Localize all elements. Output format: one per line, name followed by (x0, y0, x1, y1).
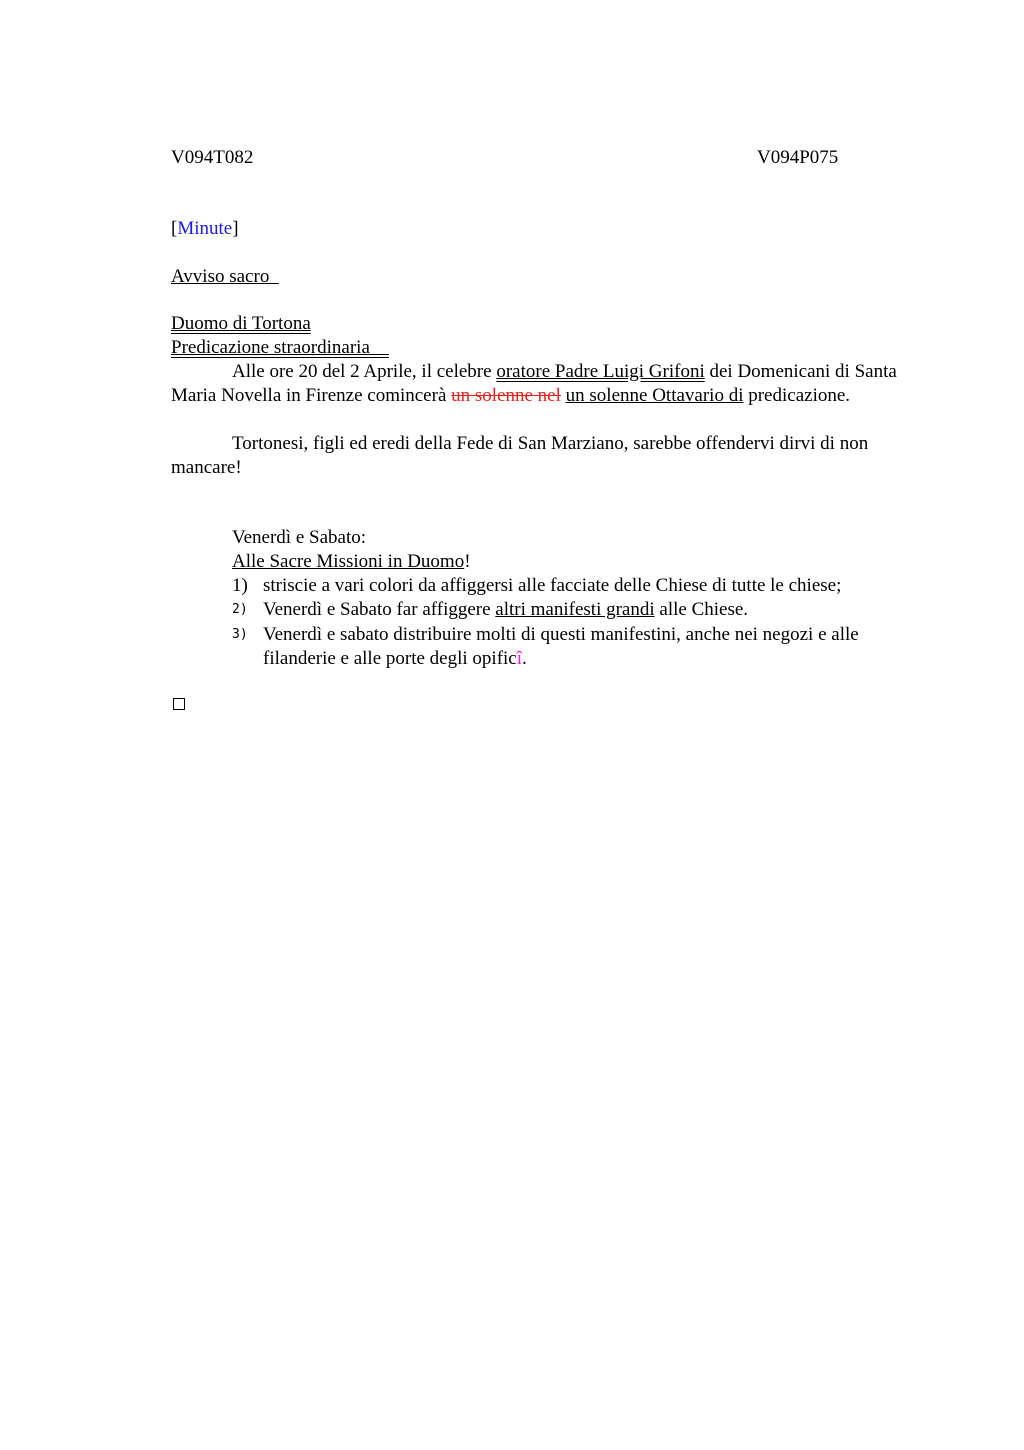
title-trailing-space (269, 266, 279, 287)
p1-deleted-text: un solenne nel (451, 385, 561, 406)
p1-text-4: predicazione. (743, 385, 851, 406)
header-right-code: V094P075 (757, 147, 839, 168)
p1-ottavario: un solenne Ottavario di (565, 385, 744, 406)
p1-text-1: Alle ore 20 del 2 Aprile, il celebre (232, 361, 497, 382)
list-item-3 (263, 623, 933, 671)
list-number-1: 1) (232, 575, 248, 596)
end-marker-box-icon (173, 698, 185, 710)
section-subheading-end: ! (464, 551, 471, 572)
list-item-3-text-1: Venerdì e sabato distribuire molti di questi manifestini, anche nei negozi e alle filanderie e alle porte degli opific (263, 624, 859, 669)
subtitle-duomo (171, 312, 311, 336)
section-heading: Venerdì e Sabato: (232, 527, 367, 548)
list-item-3-text-2: . (522, 648, 527, 669)
subtitle-duomo-text: Duomo di Tortona (171, 313, 311, 334)
list-item-2-text-1: Venerdì e Sabato far affiggere (263, 599, 496, 620)
p1-orator-name: oratore Padre Luigi Grifoni (496, 361, 705, 382)
header-left-code: V094T082 (171, 147, 254, 168)
list-item-3-mark: î (516, 648, 523, 669)
title-text: Avviso sacro (171, 266, 270, 287)
subtitle-predicazione-text: Predicazione straordinaria (171, 337, 370, 358)
minute-label (171, 217, 239, 241)
list-item-2 (263, 598, 933, 622)
bracket-close: ] (232, 218, 239, 239)
subtitle-trailing-space (370, 337, 389, 358)
paragraph-announcement (171, 360, 931, 408)
list-item-1: striscie a vari colori da affiggersi alle facciate delle Chiese di tutte le chiese; (263, 575, 842, 596)
list-item-2-text-2: alle Chiese. (654, 599, 749, 620)
document-title (171, 265, 279, 289)
section-subheading (232, 550, 471, 574)
minute-word: Minute (177, 218, 233, 239)
list-number-2: 2) (232, 602, 248, 617)
p1-text-2: dei Domenicani di Santa Maria Novella in Firenze comincerà (171, 361, 897, 406)
subtitle-predicazione (171, 336, 389, 360)
list-item-2-underlined: altri manifesti grandi (495, 599, 655, 620)
paragraph-exhortation: Tortonesi, figli ed eredi della Fede di San Marziano, sarebbe offendervi dirvi di non mancare! (171, 433, 869, 478)
bracket-open: [ (171, 218, 178, 239)
list-number-3: 3) (232, 627, 248, 642)
section-subheading-text: Alle Sacre Missioni in Duomo (232, 551, 465, 572)
